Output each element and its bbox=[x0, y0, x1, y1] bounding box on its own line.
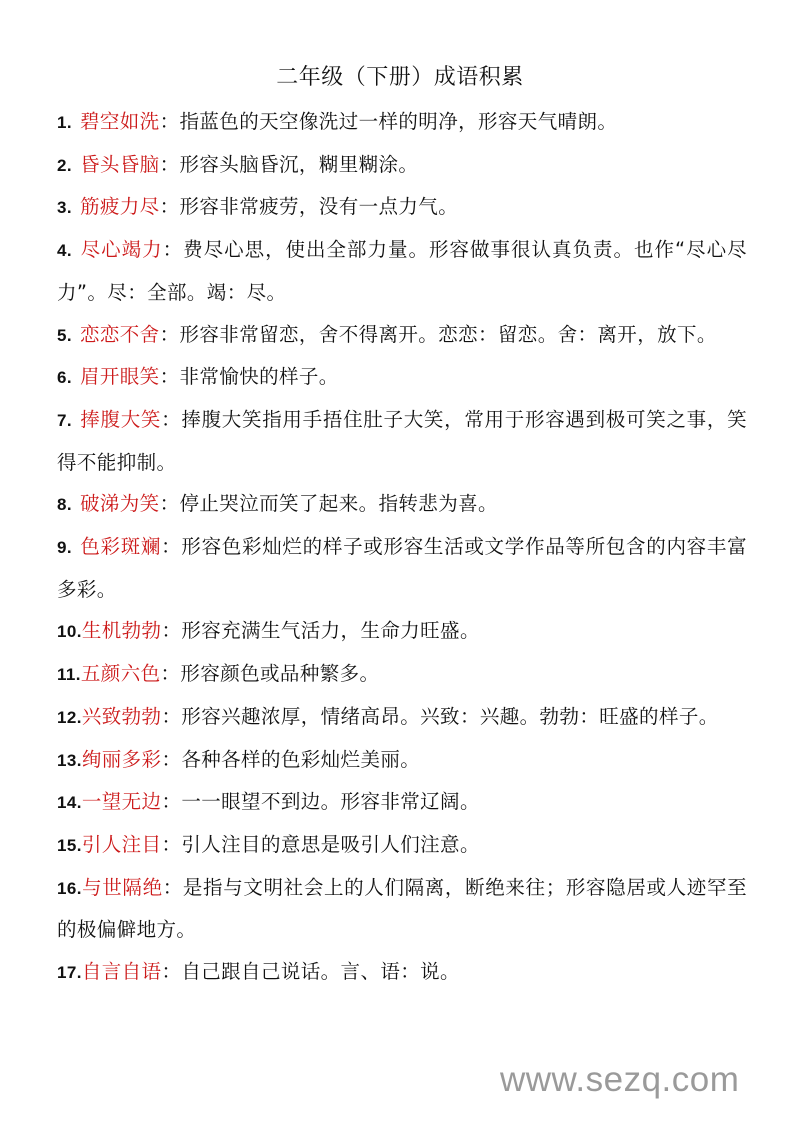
idiom-item-8 bbox=[57, 483, 747, 526]
item-number: 17. bbox=[57, 963, 82, 983]
idiom-term: 兴致勃勃 bbox=[81, 704, 162, 728]
colon: ： bbox=[161, 535, 182, 559]
idiom-item-12 bbox=[57, 696, 747, 739]
idiom-term: 尽心竭力 bbox=[79, 238, 163, 262]
colon: ： bbox=[161, 747, 182, 771]
colon: ： bbox=[160, 662, 181, 686]
idiom-item-14 bbox=[57, 781, 747, 824]
idiom-definition: 形容非常留恋，舍不得离开。恋恋：留恋。舍：离开，放下。 bbox=[179, 322, 717, 346]
watermark: www.sezq.com bbox=[500, 1060, 740, 1099]
item-number: 2. bbox=[57, 155, 72, 175]
item-number: 16. bbox=[57, 878, 82, 898]
idiom-term: 筋疲力尽 bbox=[79, 195, 160, 219]
item-number: 5. bbox=[57, 325, 72, 345]
idiom-definition: 各种各样的色彩灿烂美丽。 bbox=[181, 747, 421, 771]
colon: ： bbox=[161, 407, 182, 431]
idiom-definition: 形容充满生气活力，生命力旺盛。 bbox=[181, 619, 480, 643]
idiom-list bbox=[57, 101, 747, 994]
idiom-term: 恋恋不舍 bbox=[79, 322, 160, 346]
item-number: 1. bbox=[57, 113, 72, 132]
idiom-item-13 bbox=[57, 739, 747, 782]
idiom-term: 引人注目 bbox=[81, 832, 162, 856]
item-number: 11. bbox=[57, 665, 81, 685]
item-number: 4. bbox=[57, 241, 72, 261]
idiom-item-6 bbox=[57, 356, 747, 399]
item-number: 6. bbox=[57, 368, 72, 388]
idiom-item-7 bbox=[57, 399, 747, 483]
idiom-definition: 形容头脑昏沉，糊里糊涂。 bbox=[179, 152, 419, 176]
item-number: 3. bbox=[57, 198, 72, 218]
idiom-definition: 形容非常疲劳，没有一点力气。 bbox=[179, 195, 459, 219]
colon: ： bbox=[161, 960, 182, 984]
item-number: 15. bbox=[57, 835, 82, 855]
idiom-definition: 自己跟自己说话。言、语：说。 bbox=[181, 960, 460, 984]
idiom-item-1 bbox=[57, 101, 747, 144]
idiom-term: 与世隔绝 bbox=[81, 875, 163, 899]
idiom-term: 破涕为笑 bbox=[79, 492, 160, 516]
colon: ： bbox=[161, 619, 182, 643]
item-number: 12. bbox=[57, 707, 82, 727]
page-title: 二年级（下册）成语积累 bbox=[276, 65, 524, 90]
idiom-definition: 形容色彩灿烂的样子或形容生活或文学作品等所包含的内容丰富多彩。 bbox=[57, 535, 748, 601]
colon: ： bbox=[162, 238, 184, 262]
idiom-item-10 bbox=[57, 610, 747, 653]
idiom-item-2 bbox=[57, 144, 747, 187]
idiom-item-5 bbox=[57, 314, 747, 357]
colon: ： bbox=[159, 365, 180, 389]
item-number: 9. bbox=[57, 538, 72, 558]
item-number: 13. bbox=[57, 750, 82, 770]
idiom-term: 捧腹大笑 bbox=[79, 407, 162, 431]
idiom-term: 生机勃勃 bbox=[81, 619, 162, 643]
idiom-item-16 bbox=[57, 867, 747, 951]
idiom-definition: 一一眼望不到边。形容非常辽阔。 bbox=[181, 790, 480, 814]
idiom-term: 昏头昏脑 bbox=[79, 152, 160, 176]
item-number: 7. bbox=[57, 410, 72, 430]
colon: ： bbox=[159, 195, 180, 219]
idiom-term: 绚丽多彩 bbox=[81, 747, 162, 771]
idiom-definition: 形容兴趣浓厚，情绪高昂。兴致：兴趣。勃勃：旺盛的样子。 bbox=[181, 704, 719, 728]
idiom-definition: 停止哭泣而笑了起来。指转悲为喜。 bbox=[179, 492, 498, 516]
idiom-item-15 bbox=[57, 824, 747, 867]
idiom-definition: 引人注目的意思是吸引人们注意。 bbox=[181, 832, 480, 856]
idiom-term: 眉开眼笑 bbox=[79, 365, 160, 389]
colon: ： bbox=[159, 110, 180, 133]
idiom-term: 碧空如洗 bbox=[79, 110, 160, 133]
colon: ： bbox=[159, 322, 180, 346]
idiom-definition: 捧腹大笑指用手捂住肚子大笑，常用于形容遇到极可笑之事，笑得不能抑制。 bbox=[57, 407, 748, 474]
item-number: 8. bbox=[57, 495, 72, 515]
colon: ： bbox=[159, 492, 180, 516]
idiom-definition: 指蓝色的天空像洗过一样的明净，形容天气晴朗。 bbox=[179, 110, 618, 133]
idiom-term: 五颜六色 bbox=[80, 662, 161, 686]
idiom-definition: 是指与文明社会上的人们隔离，断绝来往；形容隐居或人迹罕至的极偏僻地方。 bbox=[57, 875, 747, 942]
idiom-definition: 非常愉快的样子。 bbox=[179, 365, 339, 389]
colon: ： bbox=[161, 790, 182, 814]
colon: ： bbox=[161, 832, 182, 856]
idiom-item-9 bbox=[57, 526, 747, 610]
item-number: 10. bbox=[57, 622, 82, 642]
colon: ： bbox=[162, 875, 183, 899]
idiom-item-4 bbox=[57, 229, 747, 313]
idiom-term: 色彩斑斓 bbox=[79, 535, 162, 559]
idiom-item-17 bbox=[57, 951, 747, 994]
item-number: 14. bbox=[57, 793, 82, 813]
idiom-term: 自言自语 bbox=[81, 960, 162, 984]
colon: ： bbox=[161, 704, 182, 728]
idiom-definition: 费尽心思，使出全部力量。形容做事很认真负责。也作“尽心尽力”。尽：全部。竭：尽。 bbox=[57, 238, 747, 304]
idiom-item-11 bbox=[57, 653, 747, 696]
idiom-item-3 bbox=[57, 186, 747, 229]
idiom-term: 一望无边 bbox=[81, 790, 162, 814]
colon: ： bbox=[159, 152, 180, 176]
idiom-definition: 形容颜色或品种繁多。 bbox=[180, 662, 380, 686]
